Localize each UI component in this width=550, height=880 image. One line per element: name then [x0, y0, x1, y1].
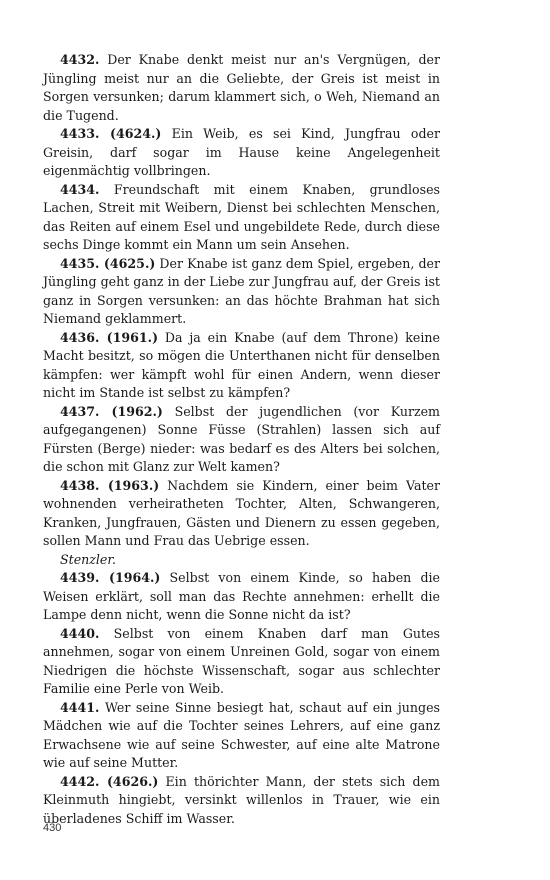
entry-number: 4434. [60, 181, 100, 197]
entry-text: Der Knabe ist ganz dem Spiel, ergeben, der Jüngling geht ganz in der Liebe zur Jungfrau auf, der Greis ist ganz in Sorgen versunken: an das höchte Brahman hat sich Niemand geklammert. [43, 255, 440, 326]
entry-number: 4441. [60, 699, 100, 715]
entry-4441 [43, 699, 440, 773]
entry-4435 [43, 255, 440, 329]
entry-text: Ein thörichter Mann, der stets sich dem Kleinmuth hingiebt, versinkt willenlos in Trauer, wie ein überladenes Schiff im Wasser. [43, 773, 440, 826]
entry-text: Wer seine Sinne besiegt hat, schaut auf ein junges Mädchen wie auf die Tochter seines Lehrers, auf eine ganz Erwachsene wie auf seine Schwester, auf eine alte Matrone wie auf seine Mutter. [43, 699, 440, 770]
attribution: Stenzler. [60, 551, 117, 567]
entry-number: 4442. (4626.) [60, 773, 159, 789]
entry-number: 4437. (1962.) [60, 403, 163, 419]
entry-text: Da ja ein Knabe (auf dem Throne) keine Macht besitzt, so mögen die Unterthanen nicht für denselben kämpfen: wer kämpft wohl für einen Andern, wenn dieser nicht im Stande ist selbst zu kämpfen? [43, 329, 440, 400]
entry-text: Selbst von einem Knaben darf man Gutes annehmen, sogar von einem Unreinen Gold, sogar von einem Niedrigen die höchste Wissenschaft, sogar aus schlechter Familie eine Perle von Weib. [43, 625, 440, 696]
entry-text: Selbst von einem Kinde, so haben die Weisen erklärt, soll man das Rechte annehmen: erhellt die Lampe denn nicht, wenn die Sonne nicht da ist? [43, 570, 440, 622]
page-body [43, 51, 440, 828]
entry-4432 [43, 51, 440, 125]
entry-number: 4438. (1963.) [60, 477, 160, 493]
entry-4433 [43, 125, 440, 181]
entry-4442 [43, 773, 440, 829]
entry-text: Nachdem sie Kindern, einer beim Vater wohnenden verheiratheten Tochter, Alten, Schwangeren, Kranken, Jungfrauen, Gästen und Dienern zu essen gegeben, sollen Mann und Frau das Uebrige essen. [43, 477, 440, 548]
entry-number: 4433. (4624.) [60, 126, 162, 141]
entry-4440 [43, 625, 440, 699]
entry-4436 [43, 329, 440, 403]
entry-4439 [43, 569, 440, 625]
entry-text: Ein Weib, es sei Kind, Jungfrau oder Greisin, darf sogar im Hause keine Angelegenheit eigenmächtig vollbringen. [43, 126, 440, 178]
entry-4434 [43, 181, 440, 255]
entry-number: 4439. (1964.) [60, 570, 161, 585]
entry-number: 4436. (1961.) [60, 329, 159, 345]
page-number: 430 [43, 822, 62, 834]
entry-number: 4435. (4625.) [60, 255, 156, 271]
entry-text: Selbst der jugendlichen (vor Kurzem aufgegangenen) Sonne Füsse (Strahlen) lassen sich auf Fürsten (Berge) nieder: was bedarf es des Alters bei solchen, die schon mit Glanz zur Welt kamen? [43, 403, 440, 474]
entry-number: 4432. [60, 52, 100, 67]
entry-text: Freundschaft mit einem Knaben, grundloses Lachen, Streit mit Weibern, Dienst bei schlechten Menschen, das Reiten auf einem Esel und ungebildete Rede, durch diese sechs Dinge kommt ein Mann um sein Ansehen. [43, 181, 440, 252]
entry-text: Der Knabe denkt meist nur an's Vergnügen, der Jüngling meist nur an die Geliebte, der Greis ist meist in Sorgen versunken; darum klammert sich, o Weh, Niemand an die Tugend. [43, 52, 440, 123]
entry-4438 [43, 477, 440, 551]
entry-number: 4440. [60, 625, 100, 641]
entry-4437 [43, 403, 440, 477]
